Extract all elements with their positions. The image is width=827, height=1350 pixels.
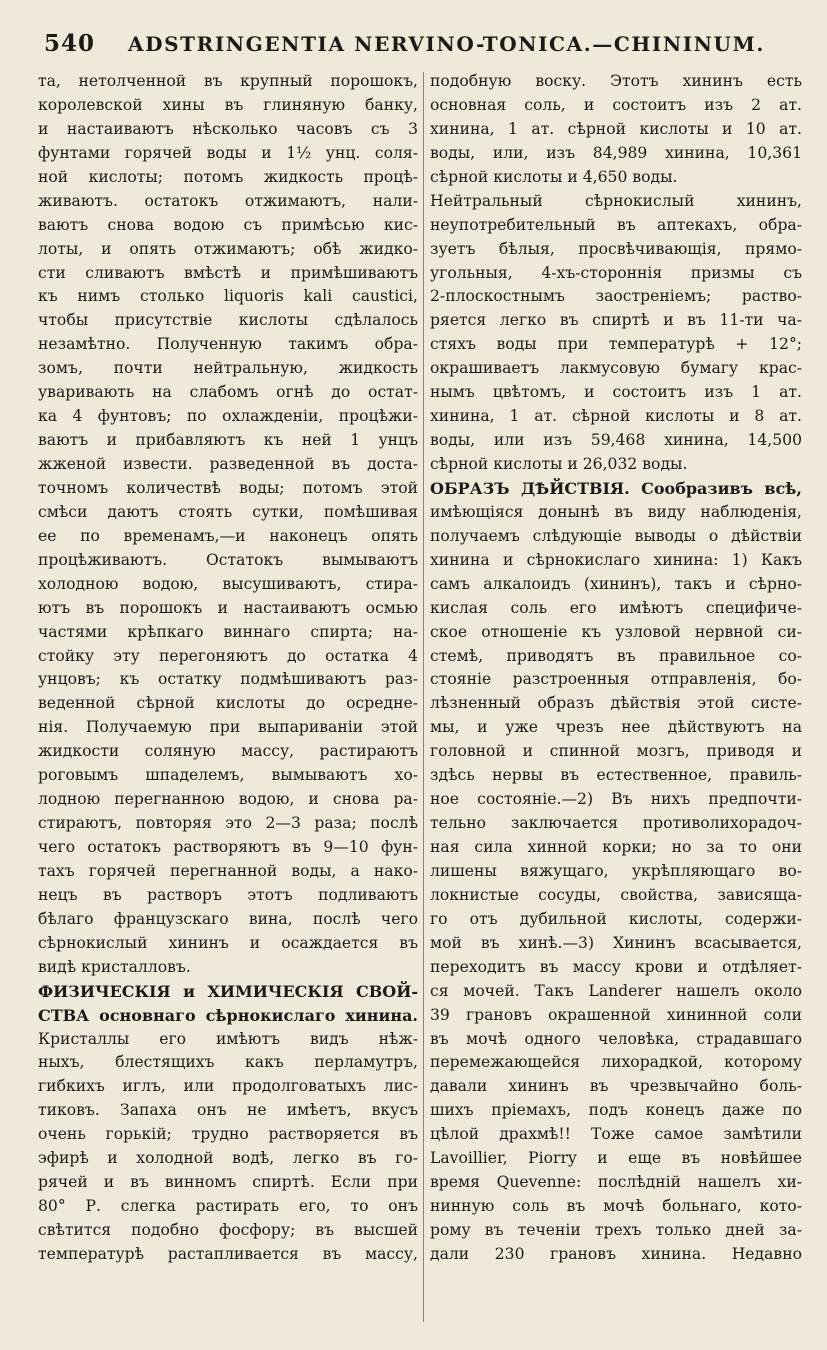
text-line: температурѣ растапливается въ массу,	[38, 1244, 418, 1263]
text-line: время Quevenne: послѣдній нашелъ хи-	[430, 1173, 802, 1192]
text-line: зуетъ бѣлыя, просвѣчивающія, прямо-	[430, 239, 802, 258]
text-line: тахъ горячей перегнанной воды, а нако-	[38, 861, 418, 880]
text-line: частями крѣпкаго виннаго спирта; на-	[38, 622, 418, 641]
text-line: чтобы присутствіе кислоты сдѣлалось	[38, 311, 418, 330]
text-line: эфирѣ и холодной водѣ, легко въ го-	[38, 1149, 418, 1168]
text-line: ваютъ и прибавляютъ къ ней 1 унцъ	[38, 431, 418, 450]
text-line: воды, или изъ 59,468 хинина, 14,500	[430, 431, 802, 450]
text-line: унцовъ; къ остатку подмѣшиваютъ раз-	[38, 670, 418, 689]
text-line: тиковъ. Запаха онъ не имѣетъ, вкусъ	[38, 1101, 418, 1120]
text-line: лишены вяжущаго, укрѣпляющаго во-	[430, 861, 802, 880]
text-line: перемежающейся лихорадкой, которому	[430, 1053, 802, 1072]
text-line: 39 грановъ окрашенной хининной соли	[430, 1005, 802, 1024]
text-line: и настаиваютъ нѣсколько часовъ съ 3	[38, 119, 418, 138]
text-line: незамѣтно. Полученную такимъ обра-	[38, 335, 418, 354]
text-line: неупотребительный въ аптекахъ, обра-	[430, 215, 802, 234]
text-line: ютъ въ порошокъ и настаиваютъ осмью	[38, 598, 418, 617]
text-line: 80° Р. слегка растирать его, то онъ	[38, 1197, 418, 1216]
text-line: рячей и въ винномъ спиртѣ. Если при	[38, 1173, 418, 1192]
text-columns	[0, 70, 827, 1345]
text-line: дали 230 грановъ хинина. Недавно	[430, 1244, 802, 1263]
text-line: чего остатокъ растворяютъ въ 9—10 фун-	[38, 838, 418, 856]
text-line: головной и спинной мозгъ, приводя и	[430, 742, 802, 761]
text-line: СТВА основнаго сѣрнокислаго хинина.	[38, 1005, 418, 1025]
text-line: веденной сѣрной кислоты до осредне-	[38, 694, 418, 713]
text-line: видѣ кристалловъ.	[38, 957, 191, 976]
text-line: процѣживаютъ. Остатокъ вымываютъ	[38, 550, 418, 569]
text-line: хинина, 1 ат. сѣрной кислоты и 8 ат.	[430, 407, 802, 426]
text-line: свѣтится подобно фосфору; въ высшей	[38, 1221, 418, 1239]
text-line: бѣлаго французскаго вина, послѣ чего	[38, 909, 418, 928]
text-line: хинина, 1 ат. сѣрной кислоты и 10 ат.	[430, 119, 802, 138]
text-line: къ нимъ столько liquoris kali caustici,	[38, 287, 418, 306]
text-line: ной кислоты; потомъ жидкость процѣ-	[38, 167, 418, 186]
page-number: 540	[44, 30, 96, 57]
text-line: стойку эту перегоняютъ до остатка 4	[38, 646, 418, 665]
text-line: ное состояніе.—2) Въ нихъ предпочти-	[430, 790, 802, 809]
text-line: мы, и уже чрезъ нее дѣйствуютъ на	[430, 718, 802, 737]
text-line: жженой извести. разведенной въ доста-	[38, 455, 418, 473]
text-line: здѣсь нервы въ естественное, правиль-	[430, 766, 802, 785]
text-line: фунтами горячей воды и 1½ унц. соля-	[38, 143, 418, 162]
text-line: кислая соль его имѣютъ специфиче-	[430, 598, 802, 617]
text-line: Lavoillier, Piorry и еще въ новѣйшее	[430, 1149, 802, 1168]
text-line: воды, или, изъ 84,989 хинина, 10,361	[430, 143, 802, 162]
text-line: ныхъ, блестящихъ какъ перламутръ,	[38, 1053, 418, 1072]
page-header	[0, 0, 827, 66]
text-line: лодною перегнанною водою, и снова ра-	[38, 790, 418, 809]
text-line: смѣси даютъ стоять сутки, помѣшивая	[38, 502, 418, 521]
text-line: сѣрнокислый хининъ и осаждается въ	[38, 933, 418, 952]
text-line: 2-плоскостнымъ заостреніемъ; раство-	[430, 287, 802, 306]
text-line: сѣрной кислоты и 4,650 воды.	[430, 167, 678, 186]
text-line: лѣзненный образъ дѣйствія этой систе-	[430, 694, 802, 713]
text-line: шихъ пріемахъ, подъ конецъ даже по	[430, 1101, 802, 1120]
text-line: локнистые сосуды, свойства, зависяща-	[430, 885, 802, 904]
text-line: точномъ количествѣ воды; потомъ этой	[38, 478, 418, 497]
text-line: ОБРАЗЪ ДѢЙСТВІЯ. Сообразивъ всѣ,	[430, 478, 802, 498]
text-line: окрашиваетъ лакмусовую бумагу крас-	[430, 359, 802, 378]
text-line: го отъ дубильной кислоты, содержи-	[430, 909, 802, 928]
text-line: роговымъ шпаделемъ, вымываютъ хо-	[38, 766, 418, 785]
text-line: ваютъ снова водою съ примѣсью кис-	[38, 215, 418, 234]
text-line: стемѣ, приводятъ въ правильное со-	[430, 646, 802, 665]
text-line: самъ алкалоидъ (хининъ), такъ и сѣрно-	[430, 574, 802, 593]
text-line: уваривають на слабомъ огнѣ до остат-	[38, 383, 418, 402]
text-line: лоты, и опять отжимаютъ; обѣ жидко-	[38, 239, 418, 258]
text-line: переходитъ въ массу крови и отдѣляет-	[430, 957, 802, 976]
text-line: подобную воску. Этотъ хининъ есть	[430, 72, 802, 90]
text-line: жидкости соляную массу, растираютъ	[38, 742, 418, 761]
text-line: ка 4 фунтовъ; по охлажденіи, процѣжи-	[38, 407, 418, 426]
text-line: нія. Получаемую при выпариваніи этой	[38, 718, 418, 737]
text-line: цѣлой драхмѣ!! Тоже самое замѣтили	[430, 1125, 802, 1144]
text-line: ФИЗИЧЕСКІЯ и ХИМИЧЕСКІЯ СВОЙ-	[38, 981, 418, 1001]
text-line: основная соль, и состоитъ изъ 2 ат.	[430, 95, 802, 114]
text-line: тельно заключается противолихорадоч-	[430, 814, 802, 833]
text-line: очень горькій; трудно растворяется въ	[38, 1125, 418, 1144]
text-line: стояніе разстроенныя отправленія, бо-	[430, 670, 802, 689]
text-line: давали хининъ въ чрезвычайно боль-	[430, 1077, 802, 1096]
text-line: мой въ хинѣ.—3) Хининъ всасывается,	[430, 933, 802, 952]
text-line: живаютъ. остатокъ отжимаютъ, нали-	[38, 191, 418, 210]
text-line: получаемъ слѣдующіе выводы о дѣйствіи	[430, 526, 802, 545]
text-line: королевской хины въ глиняную банку,	[38, 95, 418, 114]
text-line: нецъ въ растворъ этотъ подливаютъ	[38, 885, 418, 904]
text-line: ся мочей. Такъ Landerer нашелъ около	[430, 981, 802, 1000]
text-line: холодною водою, высушиваютъ, стира-	[38, 574, 418, 593]
text-line: сти сливаютъ вмѣстѣ и примѣшиваютъ	[38, 263, 418, 282]
text-line: нинную соль въ мочѣ больнаго, кото-	[430, 1197, 802, 1216]
text-line: зомъ, почти нейтральную, жидкость	[38, 359, 418, 378]
left-column	[38, 70, 418, 1267]
text-line: Нейтральный сѣрнокислый хининъ,	[430, 191, 802, 210]
text-line: стяхъ воды при температурѣ + 12°;	[430, 335, 802, 354]
text-line: имѣющіяся донынѣ въ виду наблюденія,	[430, 502, 802, 521]
text-line: стираютъ, повторяя это 2—3 раза; послѣ	[38, 814, 418, 833]
text-line: нымъ цвѣтомъ, и состоитъ изъ 1 ат.	[430, 383, 802, 402]
text-line: ряется легко въ спиртѣ и въ 11-ти ча-	[430, 311, 802, 330]
text-line: рому въ теченіи трехъ только дней за-	[430, 1221, 802, 1239]
right-column	[430, 70, 802, 1267]
text-line: въ мочѣ одного человѣка, страдавшаго	[430, 1029, 802, 1048]
text-line: Кристаллы его имѣютъ видъ нѣж-	[38, 1029, 418, 1048]
text-line: сѣрной кислоты и 26,032 воды.	[430, 455, 688, 473]
text-line: ная сила хинной корки; но за то они	[430, 838, 802, 856]
text-line: та, нетолченной въ крупный порошокъ,	[38, 72, 418, 90]
text-line: хинина и сѣрнокислаго хинина: 1) Какъ	[430, 550, 802, 569]
text-line: угольныя, 4-хъ-стороннія призмы съ	[430, 263, 802, 282]
running-head: ADSTRINGENTIA NERVINO-TONICA.—CHININUM.	[128, 32, 765, 56]
text-line: гибкихъ иглъ, или продолговатыхъ лис-	[38, 1077, 418, 1096]
text-line: ее по временамъ,—и наконецъ опять	[38, 526, 418, 545]
text-line: ское отношеніе къ узловой нервной си-	[430, 622, 802, 641]
